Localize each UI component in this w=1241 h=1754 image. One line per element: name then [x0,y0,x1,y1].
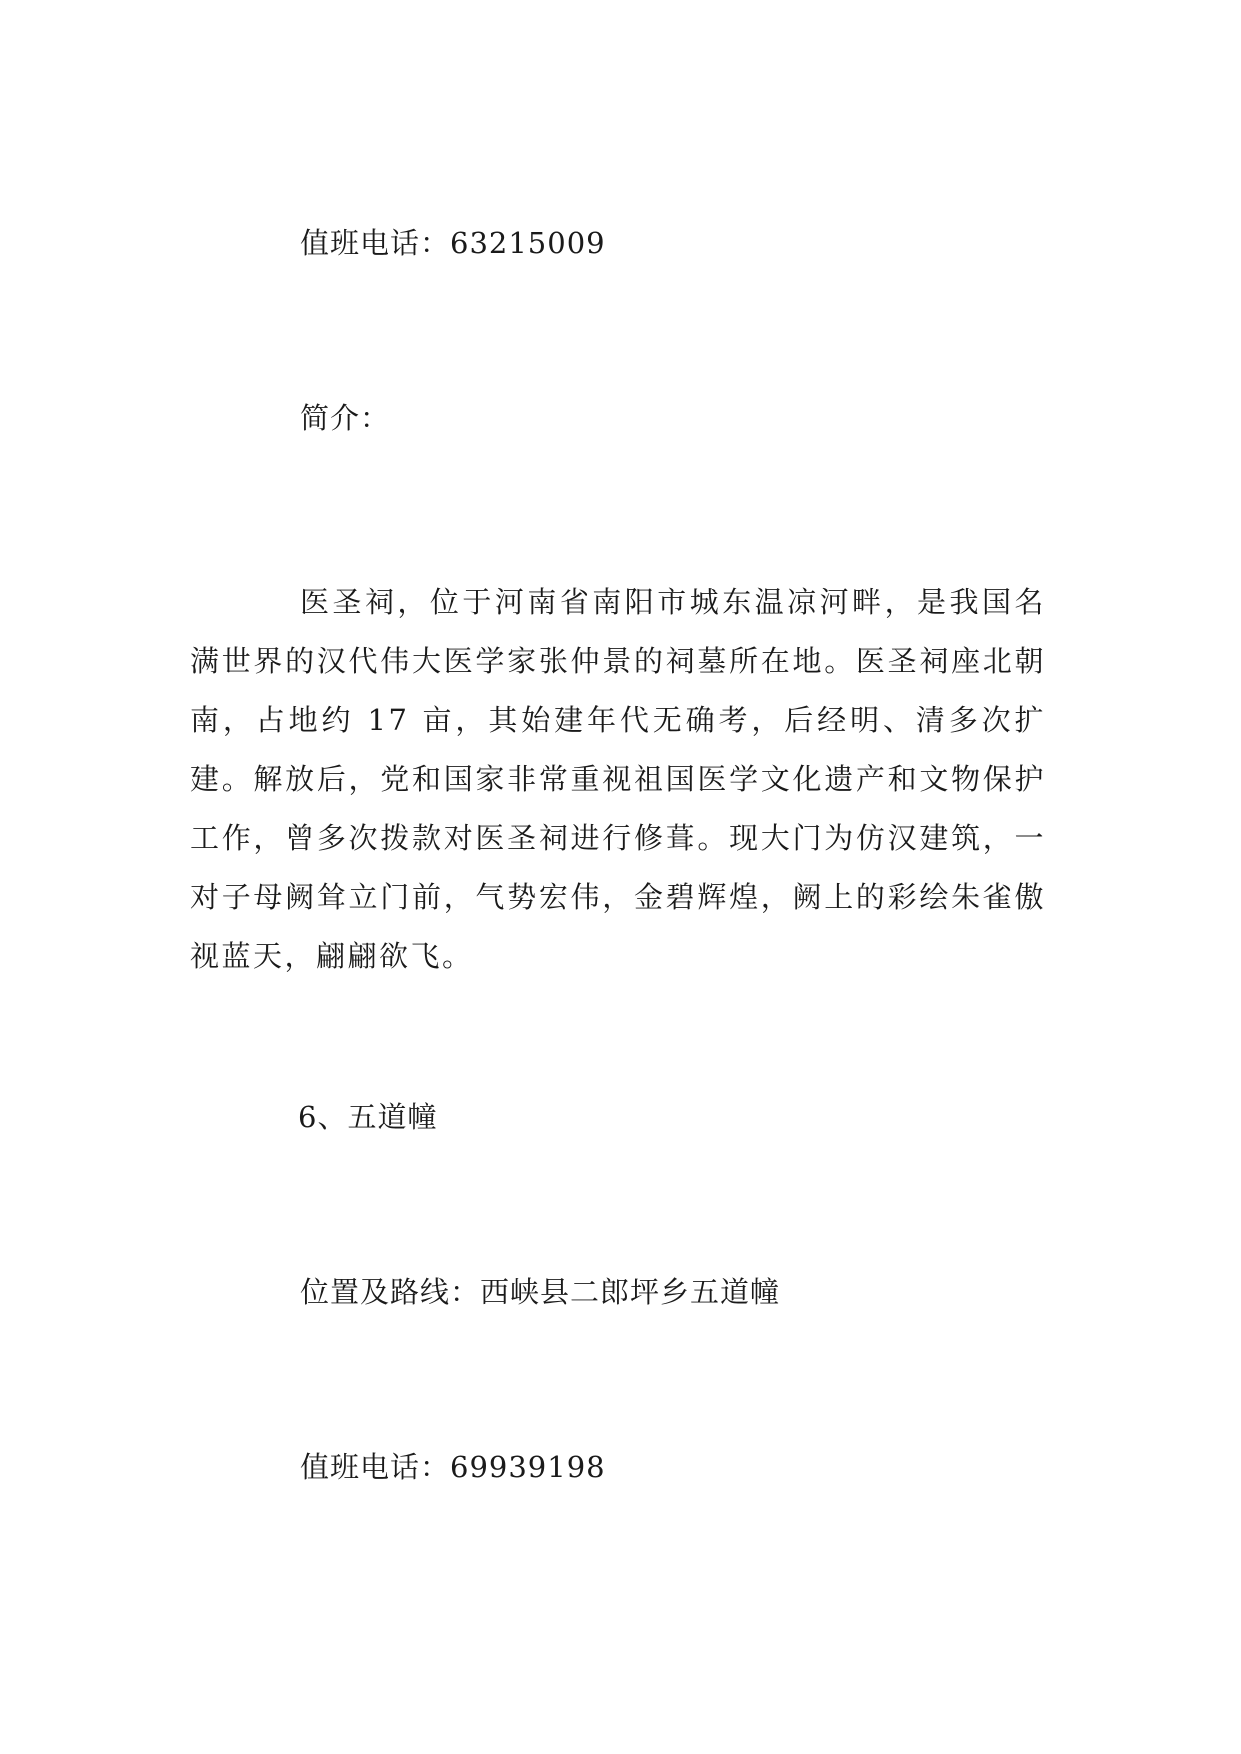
location-route-line: 位置及路线：西峡县二郎坪乡五道幢 [300,1275,781,1309]
duty-phone-line: 值班电话：63215009 [300,226,606,260]
intro-paragraph: 医圣祠，位于河南省南阳市城东温凉河畔，是我国名满世界的汉代伟大医学家张仲景的祠墓所在地。医圣祠座北朝南，占地约 17 亩，其始建年代无确考，后经明、清多次扩建。解放后，党和国家非常重视祖国医学文化遗产和文物保护工作，曾多次拨款对医圣祠进行修葺。现大门为仿汉建筑，一对子母阙耸立门前，气势宏伟，金碧辉煌，阙上的彩绘朱雀傲视蓝天，翩翩欲飞。 [190,585,1046,973]
section-heading: 6、五道幢 [298,1100,438,1134]
duty-phone-line: 值班电话：69939198 [300,1450,606,1484]
intro-label: 简介： [300,401,391,435]
